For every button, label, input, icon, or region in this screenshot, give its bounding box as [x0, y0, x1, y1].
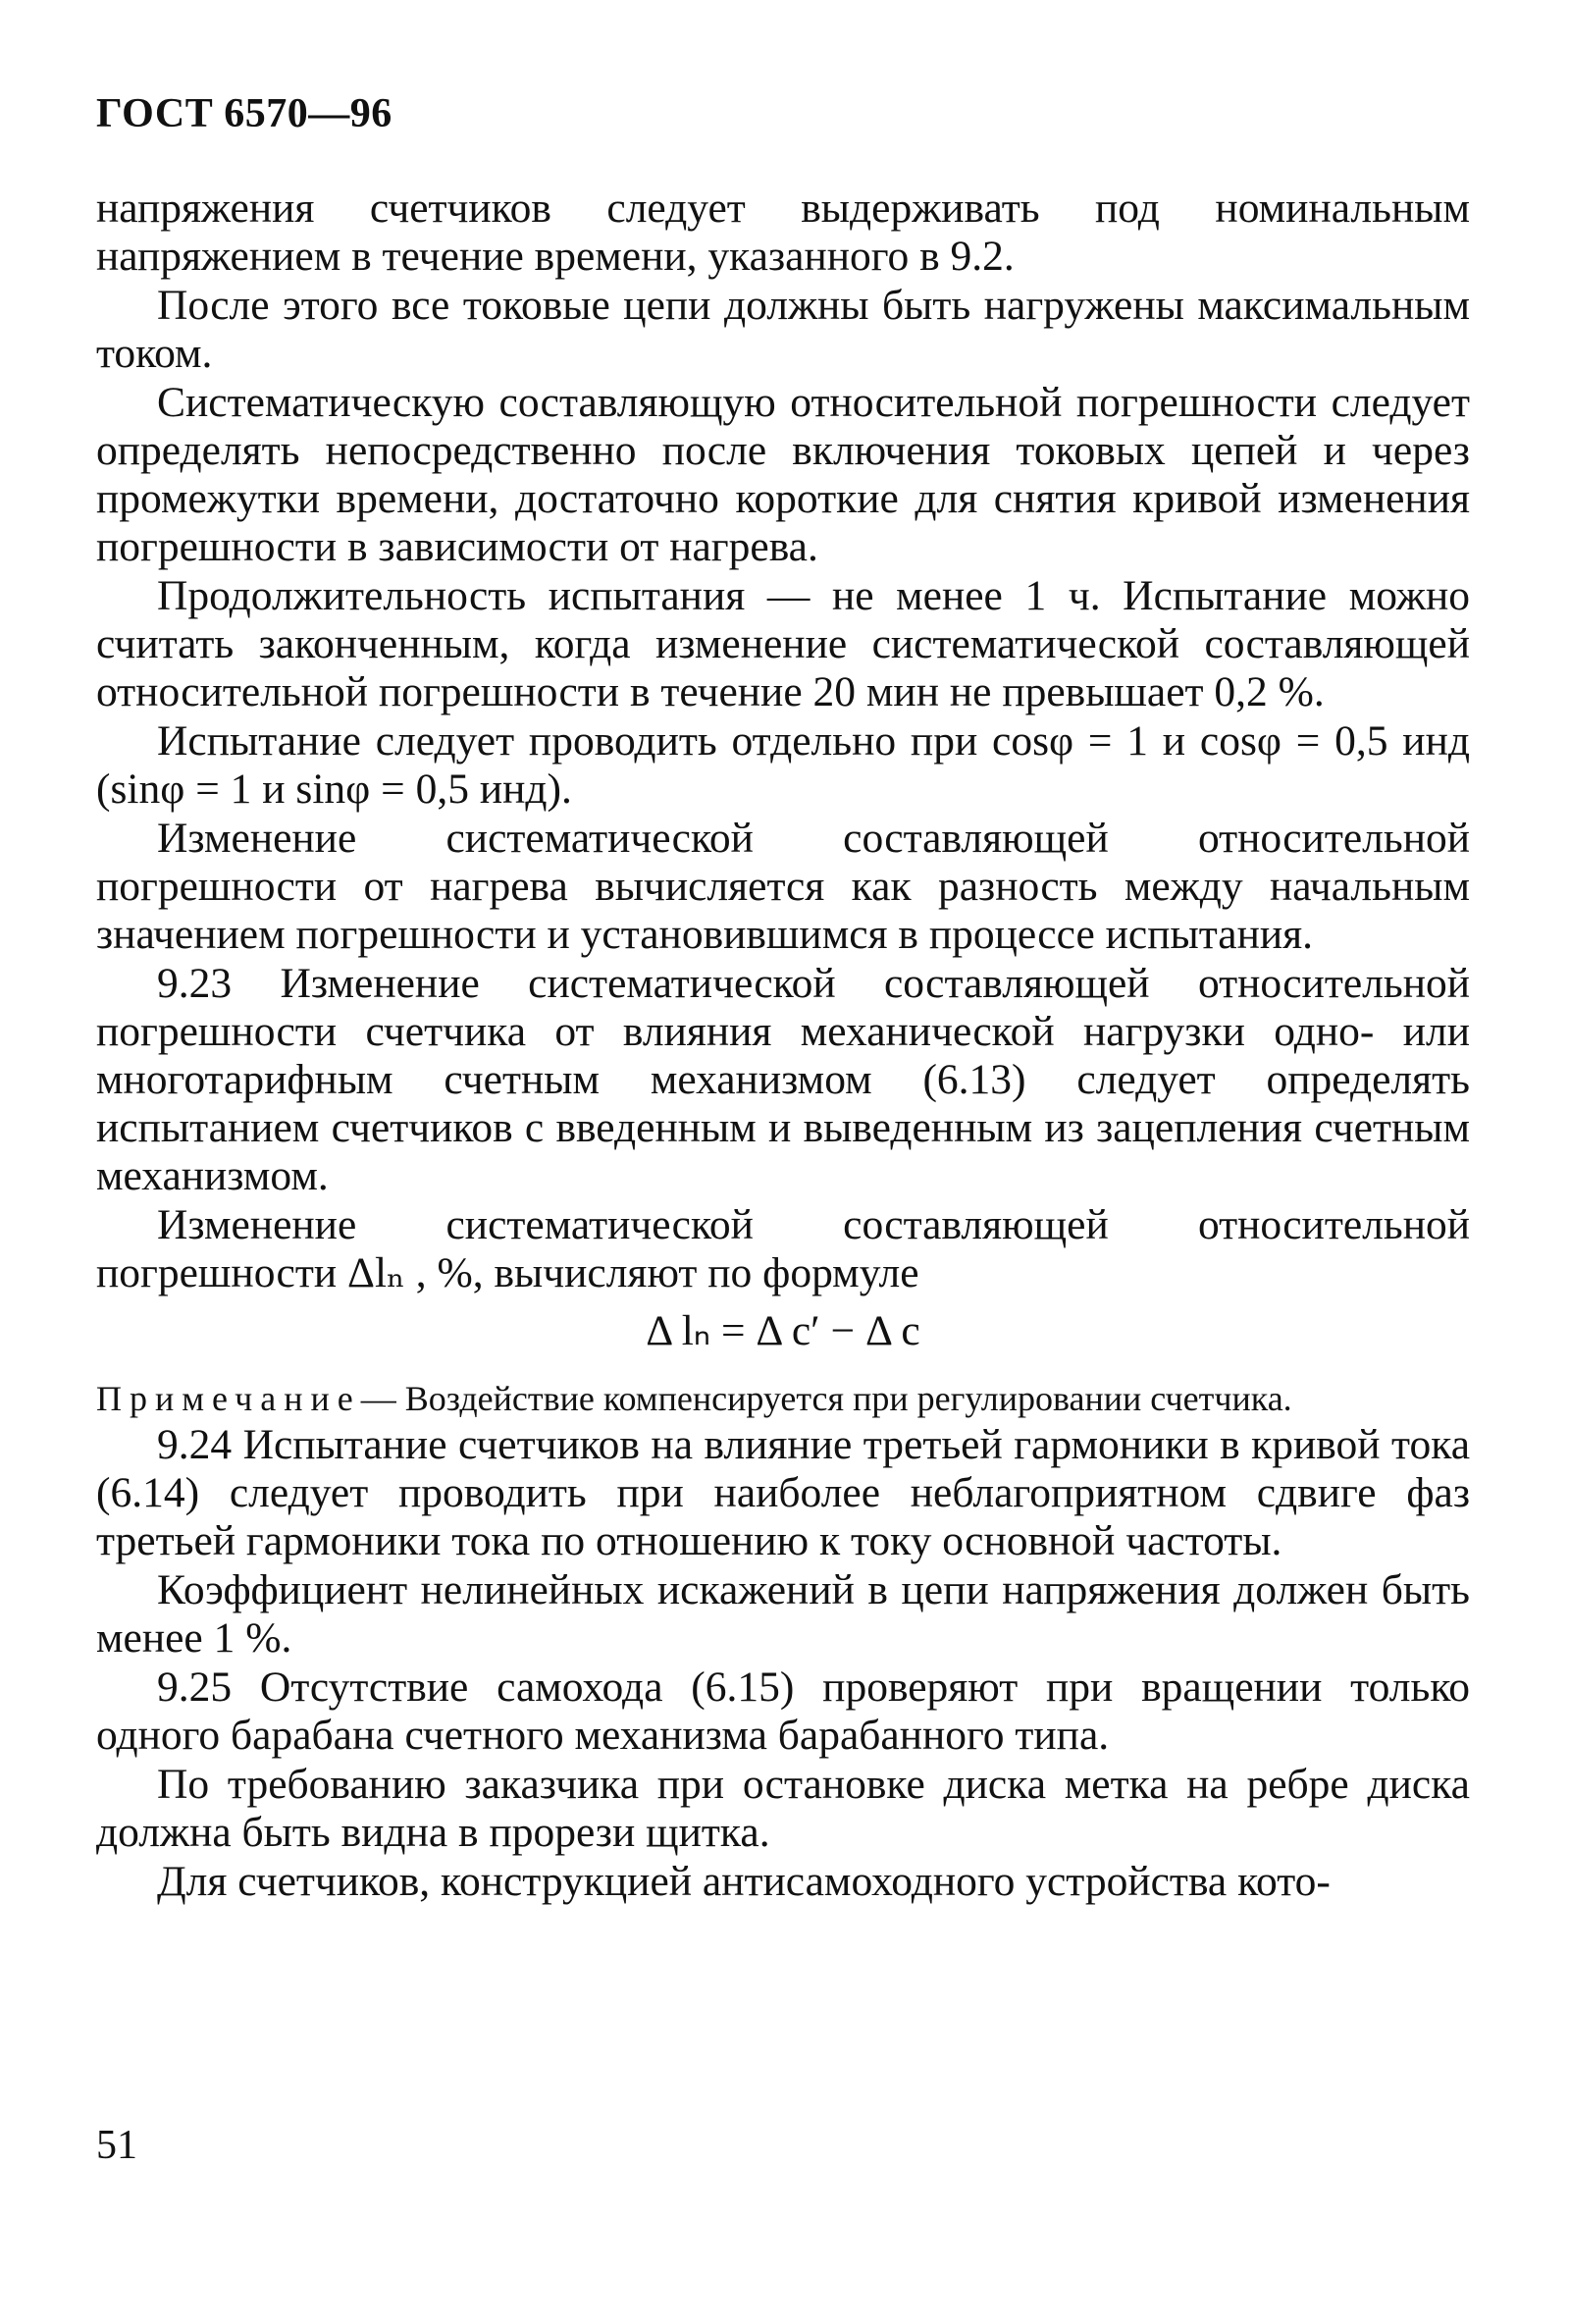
page-number: 51 [96, 2123, 137, 2168]
formula [96, 1307, 1470, 1354]
paragraph: 9.24 Испытание счетчиков на влияние третьей гармоники в кривой тока (6.14) следует проводить при наиболее неблагоприятном сдвиге фаз третьей гармоники тока по отношению к току основной частоты. [96, 1421, 1470, 1564]
paragraph: Для счетчиков, конструкцией антисамоходного устройства кото- [157, 1858, 1331, 1905]
note [96, 1378, 1470, 1420]
paragraph: Изменение систематической составляющей относительной погрешности Δlₙ , %, вычисляют по формуле [96, 1201, 1470, 1296]
note-text: — Воздействие компенсируется при регулировании счетчика. [360, 1379, 1292, 1418]
formula-text: Δ lₙ = Δ c′ − Δ c [646, 1307, 920, 1354]
paragraph: Систематическую составляющую относительной погрешности следует определять непосредственно после включения токовых цепей и через промежутки времени, достаточно короткие для снятия кривой изменения погрешности в зависимости от нагрева. [96, 379, 1470, 570]
paragraph: 9.25 Отсутствие самохода (6.15) проверяют при вращении только одного барабана счетного механизма барабанного типа. [96, 1664, 1470, 1759]
paragraph: После этого все токовые цепи должны быть нагружены максимальным током. [96, 282, 1470, 377]
paragraph: 9.23 Изменение систематической составляющей относительной погрешности счетчика от влияния механической нагрузки одно- или многотарифным счетным механизмом (6.13) следует определять испытанием счетчиков с введенным и выведенным из зацепления счетным механизмом. [96, 960, 1470, 1199]
paragraph: напряжения счетчиков следует выдерживать под номинальным напряжением в течение времени, указанного в 9.2. [96, 185, 1470, 280]
paragraph: Коэффициент нелинейных искажений в цепи напряжения должен быть менее 1 %. [96, 1566, 1470, 1662]
note-label: Примечание [96, 1379, 361, 1418]
paragraph: По требованию заказчика при остановке диска метка на ребре диска должна быть видна в прорези щитка. [96, 1761, 1470, 1856]
document-header: ГОСТ 6570—96 [96, 91, 392, 136]
paragraph: Испытание следует проводить отдельно при cosφ = 1 и cosφ = 0,5 инд (sinφ = 1 и sinφ = 0,5 инд). [96, 717, 1470, 813]
paragraph: Изменение систематической составляющей относительной погрешности от нагрева вычисляется как разность между начальным значением погрешности и установившимся в процессе испытания. [96, 815, 1470, 958]
paragraph: Продолжительность испытания — не менее 1 ч. Испытание можно считать законченным, когда изменение систематической составляющей относительной погрешности в течение 20 мин не превышает 0,2 %. [96, 572, 1470, 715]
document-body [96, 185, 1470, 1907]
